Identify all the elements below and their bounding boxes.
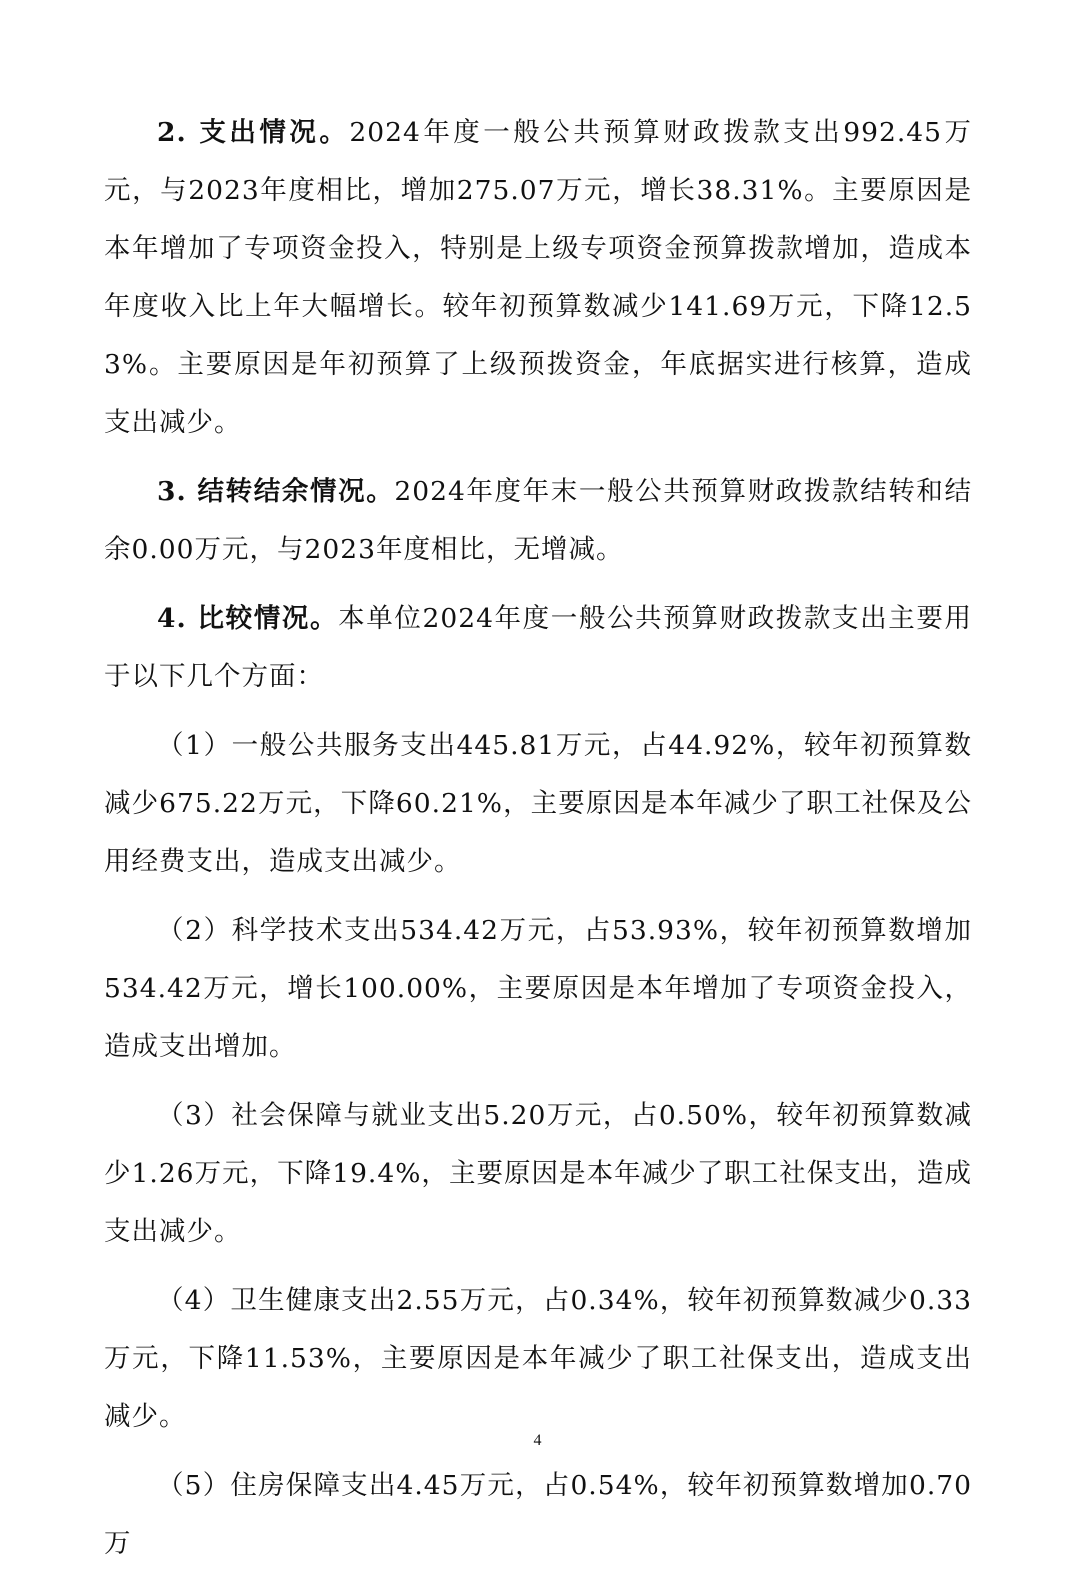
document-body bbox=[104, 104, 972, 1584]
paragraph-text: 2024年度一般公共预算财政拨款支出992.45万元，与2023年度相比，增加275.07万元，增长38.31%。主要原因是本年增加了专项资金投入，特别是上级专项资金预算拨款增加，造成本年度收入比上年大幅增长。较年初预算数减少141.69万元，下降12.53%。主要原因是年初预算了上级预拨资金，年底据实进行核算，造成支出减少。 bbox=[104, 117, 972, 438]
paragraph-item-5 bbox=[104, 1457, 972, 1573]
paragraph-item-1 bbox=[104, 717, 972, 891]
paragraph-text: （4）卫生健康支出2.55万元，占0.34%，较年初预算数减少0.33万元，下降11.53%，主要原因是本年减少了职工社保支出，造成支出减少。 bbox=[104, 1285, 972, 1432]
paragraph-item-3 bbox=[104, 1087, 972, 1261]
paragraph-text: （5）住房保障支出4.45万元，占0.54%，较年初预算数增加0.70万 bbox=[104, 1470, 972, 1559]
heading-carryover: 3. 结转结余情况。 bbox=[157, 476, 395, 507]
heading-comparison: 4. 比较情况。 bbox=[157, 603, 339, 634]
paragraph-item-4 bbox=[104, 1272, 972, 1446]
paragraph-carryover bbox=[104, 463, 972, 579]
paragraph-comparison bbox=[104, 590, 972, 706]
paragraph-item-2 bbox=[104, 902, 972, 1076]
paragraph-expenditure bbox=[104, 104, 972, 452]
heading-expenditure: 2. 支出情况。 bbox=[157, 117, 350, 148]
paragraph-text: （3）社会保障与就业支出5.20万元，占0.50%，较年初预算数减少1.26万元，下降19.4%，主要原因是本年减少了职工社保支出，造成支出减少。 bbox=[104, 1100, 972, 1247]
paragraph-text: 2024年度年末一般公共预算财政拨款结转和结余0.00万元，与2023年度相比，无增减。 bbox=[104, 476, 973, 565]
paragraph-text: （1）一般公共服务支出445.81万元，占44.92%，较年初预算数减少675.22万元，下降60.21%，主要原因是本年减少了职工社保及公用经费支出，造成支出减少。 bbox=[104, 730, 972, 877]
paragraph-text: 本单位2024年度一般公共预算财政拨款支出主要用于以下几个方面： bbox=[104, 603, 972, 692]
page-number: 4 bbox=[533, 1432, 542, 1449]
paragraph-text: （2）科学技术支出534.42万元，占53.93%，较年初预算数增加534.42万元，增长100.00%，主要原因是本年增加了专项资金投入，造成支出增加。 bbox=[104, 915, 972, 1062]
